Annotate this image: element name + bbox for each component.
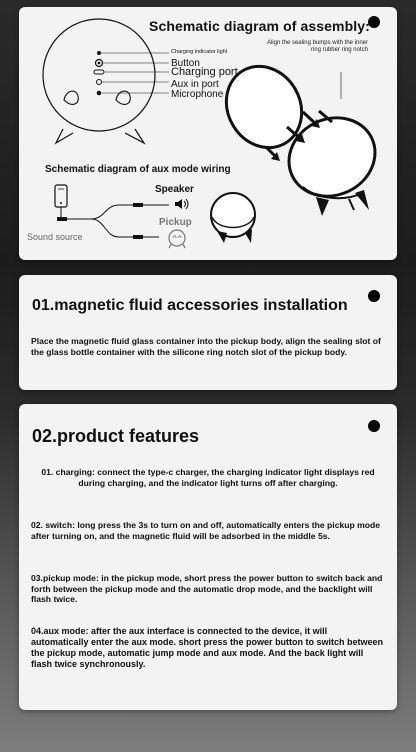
label-aux-port: Aux in port bbox=[171, 79, 219, 90]
label-microphone: Microphone bbox=[171, 89, 224, 100]
label-charging-port: Charging port bbox=[171, 66, 238, 78]
features-card bbox=[19, 404, 397, 710]
feature-item-charging: 01. charging: connect the type-c charger, the charging indicator light displays red during charging, and the indicator light turns off after charging. bbox=[41, 467, 375, 488]
feature-item-switch: 02. switch: long press the 3s to turn on and off, automatically enters the pickup mode after turning on, and the magnetic fluid will be adsorbed in the middle 5s. bbox=[31, 520, 381, 541]
feature-item-aux-mode: 04.aux mode: after the aux interface is connected to the device, it will automatically enter the aux mode. short press the power button to switch between the pickup mode, automatic jump mode and aux mode. And the back light will flash twice synchronously. bbox=[31, 626, 384, 669]
label-indicator-light: Charging indicator light bbox=[171, 49, 228, 55]
installation-card bbox=[19, 275, 397, 390]
phone-icon bbox=[55, 185, 67, 207]
assembly-hint: Align the sealing bumps with the inner ring rubber ring notch bbox=[266, 40, 368, 53]
pickup-label: Pickup bbox=[159, 217, 192, 228]
sound-source-label: Sound source bbox=[27, 232, 83, 242]
section1-title: 01.magnetic fluid accessories installation bbox=[32, 297, 348, 314]
speaker-icon bbox=[174, 198, 190, 210]
bullet-dot-icon bbox=[368, 290, 380, 302]
pickup-device-icon bbox=[167, 230, 187, 248]
assembly-title: Schematic diagram of assembly: bbox=[149, 18, 370, 34]
label-button: Button bbox=[171, 58, 200, 69]
section2-title: 02.product features bbox=[32, 426, 200, 446]
speaker-label: Speaker bbox=[155, 184, 194, 195]
aux-wiring-diagram bbox=[19, 7, 397, 260]
section1-body: Place the magnetic fluid glass container into the pickup body, align the sealing slot of the glass bottle container with the silicone ring notch slot of the pickup body. bbox=[31, 336, 381, 357]
assembly-card bbox=[19, 7, 397, 260]
aux-wiring-title: Schematic diagram of aux mode wiring bbox=[45, 164, 231, 175]
bullet-dot-icon bbox=[368, 420, 380, 432]
feature-item-pickup-mode: 03.pickup mode: in the pickup mode, short press the power button to switch back and forth between the pickup mode and the automatic drop mode, and the backlight will flash twice. bbox=[31, 573, 383, 604]
